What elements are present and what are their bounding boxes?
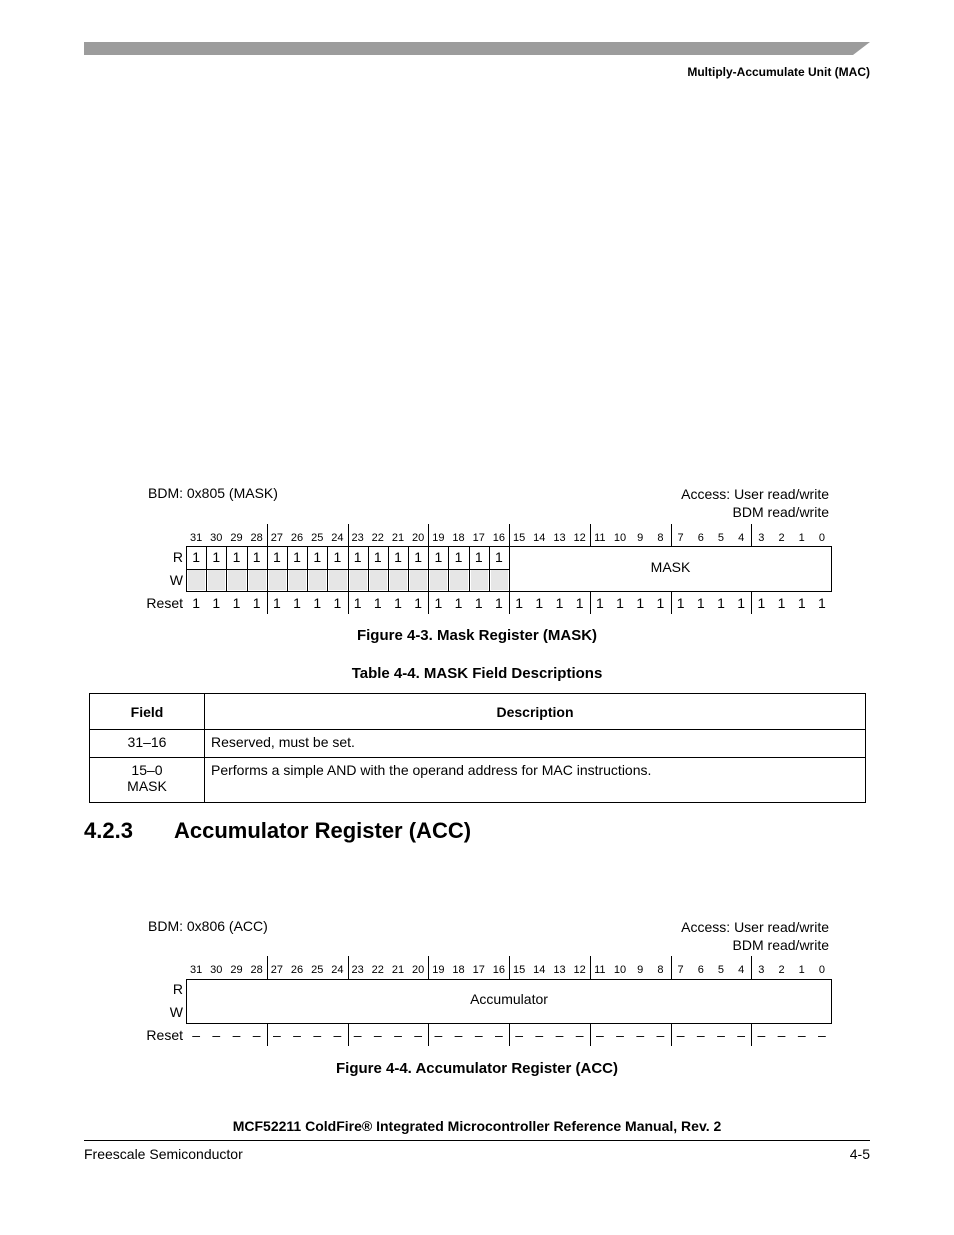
bit-number: 22 — [371, 964, 384, 976]
read-bit-value: 1 — [192, 549, 200, 565]
nibble-divider — [509, 524, 510, 546]
mask-figure-caption: Figure 4-3. Mask Register (MASK) — [356, 627, 598, 644]
reset-value: 1 — [434, 595, 443, 611]
nibble-divider — [590, 956, 591, 979]
bit-number: 0 — [818, 532, 825, 544]
mask-access-line1: Access: User read/write — [681, 486, 829, 502]
reset-value: 1 — [474, 595, 483, 611]
reset-value: – — [757, 1027, 766, 1043]
reset-value: 1 — [454, 595, 463, 611]
nibble-divider — [671, 956, 672, 979]
read-bit-value: 1 — [333, 549, 342, 565]
reset-value: – — [333, 1027, 342, 1043]
acc-bdm-label: BDM: 0x806 (ACC) — [148, 918, 268, 934]
reset-value: 1 — [373, 595, 382, 611]
accumulator-field-label: Accumulator — [470, 991, 548, 1007]
bit-number: 13 — [553, 964, 566, 976]
bit-number: 2 — [778, 532, 785, 544]
nibble-divider — [267, 956, 268, 979]
reset-value: 1 — [595, 595, 604, 611]
reset-value: – — [394, 1027, 402, 1043]
read-bit-value: 1 — [454, 549, 463, 565]
bit-number: 7 — [677, 964, 684, 976]
reset-value: – — [212, 1027, 221, 1043]
reset-value: 1 — [515, 595, 523, 611]
reserved-write-cell — [269, 570, 286, 590]
reset-value: 1 — [717, 595, 725, 611]
footer-page-number: 4-5 — [849, 1146, 870, 1162]
reset-value: – — [414, 1027, 423, 1043]
reset-value: 1 — [656, 595, 665, 611]
acc-access-line1: Access: User read/write — [681, 919, 829, 935]
nibble-divider — [751, 956, 752, 979]
header-bar — [84, 42, 870, 55]
bit-number: 17 — [472, 964, 485, 976]
reset-value: 1 — [797, 595, 806, 611]
reset-value: – — [656, 1027, 665, 1043]
bit-number: 25 — [311, 964, 324, 976]
reset-value: – — [353, 1027, 362, 1043]
nibble-divider — [267, 524, 268, 546]
nibble-divider — [671, 524, 672, 546]
mask-access-line2: BDM read/write — [732, 504, 829, 520]
field-cell — [90, 758, 205, 803]
field-cell — [90, 730, 205, 758]
bit-number: 20 — [412, 532, 425, 544]
description-column-header: Description — [205, 694, 866, 730]
reserved-write-cell — [208, 570, 225, 590]
reset-value: – — [454, 1027, 463, 1043]
mask-access — [681, 485, 829, 521]
reset-value: 1 — [192, 595, 200, 611]
section-heading — [84, 818, 471, 844]
bit-number: 24 — [331, 532, 344, 544]
bit-number: 19 — [432, 532, 445, 544]
reset-value: 1 — [212, 595, 221, 611]
reset-value: – — [515, 1027, 523, 1043]
reserved-write-cell — [370, 570, 387, 590]
nibble-divider — [428, 524, 429, 546]
bit-number: 29 — [230, 532, 243, 544]
nibble-divider — [751, 524, 752, 546]
bit-number: 17 — [472, 532, 485, 544]
reserved-write-cell — [491, 570, 508, 590]
bit-number: 16 — [492, 532, 506, 544]
reset-value: – — [232, 1027, 241, 1043]
bit-number: 30 — [210, 532, 223, 544]
read-row-label: R — [172, 549, 183, 565]
reset-value: 1 — [333, 595, 342, 611]
nibble-divider — [509, 956, 510, 979]
reserved-write-cell — [410, 570, 427, 590]
read-bit-value: 1 — [232, 549, 241, 565]
bit-number: 8 — [657, 532, 664, 544]
bit-number: 14 — [533, 532, 546, 544]
nibble-divider — [348, 524, 349, 546]
bit-number: 11 — [594, 964, 606, 976]
reset-value: 1 — [232, 595, 241, 611]
description-cell: Performs a simple AND with the operand address for MAC instructions. — [205, 758, 866, 803]
read-bit-value: 1 — [373, 549, 382, 565]
mask-field-table — [89, 693, 866, 803]
reset-value: 1 — [777, 595, 786, 611]
bit-number: 23 — [351, 532, 364, 544]
field-name: MASK — [127, 778, 167, 794]
bit-number: 6 — [697, 532, 704, 544]
reset-value: 1 — [252, 595, 261, 611]
reserved-write-cell — [390, 570, 407, 590]
running-head: Multiply-Accumulate Unit (MAC) — [687, 65, 870, 79]
reset-value: 1 — [737, 595, 746, 611]
bit-number: 4 — [738, 532, 745, 544]
section-title: Accumulator Register (ACC) — [174, 818, 472, 843]
read-bit-value: 1 — [495, 549, 503, 565]
reset-value: 1 — [636, 595, 645, 611]
bit-number: 16 — [492, 964, 506, 976]
bit-number: 22 — [371, 532, 384, 544]
reset-value: – — [555, 1027, 564, 1043]
reset-value: 1 — [616, 595, 624, 611]
reset-value: 1 — [495, 595, 503, 611]
reset-value: – — [616, 1027, 624, 1043]
reset-value: – — [737, 1027, 746, 1043]
bit-number: 28 — [250, 532, 263, 544]
acc-access — [681, 918, 829, 954]
reset-value: 1 — [696, 595, 705, 611]
bit-number: 12 — [573, 964, 586, 976]
table-row — [90, 758, 866, 803]
read-bit-value: 1 — [474, 549, 483, 565]
bit-number: 30 — [210, 964, 223, 976]
description-cell: Reserved, must be set. — [205, 730, 866, 758]
bit-number: 1 — [798, 532, 805, 544]
reset-value: – — [676, 1027, 685, 1043]
table-header-row — [90, 694, 866, 730]
reset-value: 1 — [414, 595, 423, 611]
mask-register-diagram — [0, 524, 954, 614]
reset-value: – — [696, 1027, 705, 1043]
row-divider — [186, 569, 509, 570]
read-bit-value: 1 — [434, 549, 443, 565]
reset-value: – — [252, 1027, 261, 1043]
bit-number: 13 — [553, 532, 566, 544]
reset-value: – — [313, 1027, 322, 1043]
reserved-write-cell — [289, 570, 306, 590]
bit-number: 6 — [697, 964, 704, 976]
bit-number: 21 — [391, 964, 405, 976]
mask-bdm-label: BDM: 0x805 (MASK) — [148, 485, 278, 501]
reserved-write-cell — [471, 570, 488, 590]
bit-number: 3 — [758, 964, 765, 976]
reset-value: – — [636, 1027, 645, 1043]
bit-number: 8 — [657, 964, 664, 976]
reset-value: – — [717, 1027, 725, 1043]
bit-number: 29 — [230, 964, 243, 976]
bit-number: 4 — [738, 964, 745, 976]
bit-number: 26 — [290, 964, 304, 976]
bit-number: 0 — [818, 964, 825, 976]
nibble-divider — [428, 956, 429, 979]
bit-number: 27 — [270, 532, 283, 544]
reset-value: 1 — [555, 595, 564, 611]
bit-number: 28 — [250, 964, 263, 976]
acc-access-line2: BDM read/write — [732, 937, 829, 953]
bit-number: 2 — [778, 964, 785, 976]
bit-number: 5 — [717, 532, 725, 544]
read-row-label: R — [172, 981, 183, 997]
acc-register-diagram — [0, 956, 954, 1048]
bit-number: 7 — [677, 532, 684, 544]
reset-value: 1 — [394, 595, 402, 611]
bit-number: 31 — [189, 532, 203, 544]
reset-value: – — [272, 1027, 281, 1043]
bit-number: 26 — [290, 532, 304, 544]
bit-number: 23 — [351, 964, 364, 976]
nibble-divider — [348, 956, 349, 979]
read-bit-value: 1 — [272, 549, 281, 565]
footer-company: Freescale Semiconductor — [84, 1146, 243, 1162]
reset-label: Reset — [146, 1027, 183, 1043]
bit-number: 14 — [533, 964, 546, 976]
reserved-write-cell — [309, 570, 326, 590]
bit-number: 11 — [594, 532, 606, 544]
reserved-write-cell — [249, 570, 266, 590]
reset-value: – — [595, 1027, 604, 1043]
read-bit-value: 1 — [293, 549, 301, 565]
bit-number: 15 — [512, 964, 526, 976]
reserved-write-cell — [430, 570, 447, 590]
read-bit-value: 1 — [212, 549, 221, 565]
reset-value: 1 — [313, 595, 322, 611]
field-value: 15–0 — [131, 762, 163, 778]
reserved-write-cell — [450, 570, 467, 590]
reset-value: – — [293, 1027, 301, 1043]
field-column-header: Field — [90, 694, 205, 730]
bit-number: 20 — [412, 964, 425, 976]
read-bit-value: 1 — [252, 549, 261, 565]
read-bit-value: 1 — [394, 549, 402, 565]
reset-value: – — [474, 1027, 483, 1043]
bit-number: 9 — [637, 532, 644, 544]
reset-value: – — [434, 1027, 443, 1043]
bit-number: 5 — [717, 964, 725, 976]
reset-value: 1 — [293, 595, 301, 611]
reset-value: 1 — [272, 595, 281, 611]
read-bit-value: 1 — [353, 549, 362, 565]
bit-number: 18 — [452, 532, 465, 544]
footer-manual-title: MCF52211 ColdFire® Integrated Microcontroller Reference Manual, Rev. 2 — [232, 1118, 722, 1134]
bit-number: 24 — [331, 964, 344, 976]
reset-value: 1 — [818, 595, 826, 611]
read-bit-value: 1 — [414, 549, 423, 565]
bit-number: 12 — [573, 532, 586, 544]
reset-value: – — [575, 1027, 584, 1043]
write-row-label: W — [169, 1004, 183, 1020]
bit-number: 1 — [798, 964, 805, 976]
reset-value: – — [535, 1027, 544, 1043]
read-bit-value: 1 — [313, 549, 322, 565]
reset-value: 1 — [535, 595, 544, 611]
write-row-label: W — [169, 572, 183, 588]
reserved-write-cell — [350, 570, 367, 590]
reserved-write-cell — [329, 570, 346, 590]
reset-value: 1 — [676, 595, 685, 611]
footer-rule — [84, 1140, 870, 1141]
reset-value: – — [777, 1027, 786, 1043]
bit-number: 31 — [189, 964, 203, 976]
bit-number: 3 — [758, 532, 765, 544]
reserved-write-cell — [228, 570, 245, 590]
reset-value: – — [495, 1027, 503, 1043]
reset-value: 1 — [757, 595, 766, 611]
reserved-write-cell — [188, 570, 205, 590]
reset-value: 1 — [353, 595, 362, 611]
section-number: 4.2.3 — [84, 818, 133, 843]
bit-number: 10 — [613, 532, 627, 544]
bit-number: 10 — [613, 964, 627, 976]
bit-number: 19 — [432, 964, 445, 976]
table-row — [90, 730, 866, 758]
acc-figure-caption: Figure 4-4. Accumulator Register (ACC) — [336, 1060, 618, 1077]
bit-number: 25 — [311, 532, 324, 544]
bit-number: 27 — [270, 964, 283, 976]
mask-table-title: Table 4-4. MASK Field Descriptions — [351, 665, 603, 682]
bit-number: 15 — [512, 532, 526, 544]
reset-value: – — [192, 1027, 200, 1043]
bit-number: 21 — [391, 532, 405, 544]
reset-value: – — [797, 1027, 806, 1043]
bit-number: 9 — [637, 964, 644, 976]
reset-label: Reset — [146, 595, 183, 611]
field-value: 31–16 — [127, 734, 167, 750]
reset-value: 1 — [575, 595, 584, 611]
mask-field-label: MASK — [650, 559, 691, 575]
reset-value: – — [373, 1027, 382, 1043]
nibble-divider — [590, 524, 591, 546]
reset-value: – — [818, 1027, 826, 1043]
bit-number: 18 — [452, 964, 465, 976]
